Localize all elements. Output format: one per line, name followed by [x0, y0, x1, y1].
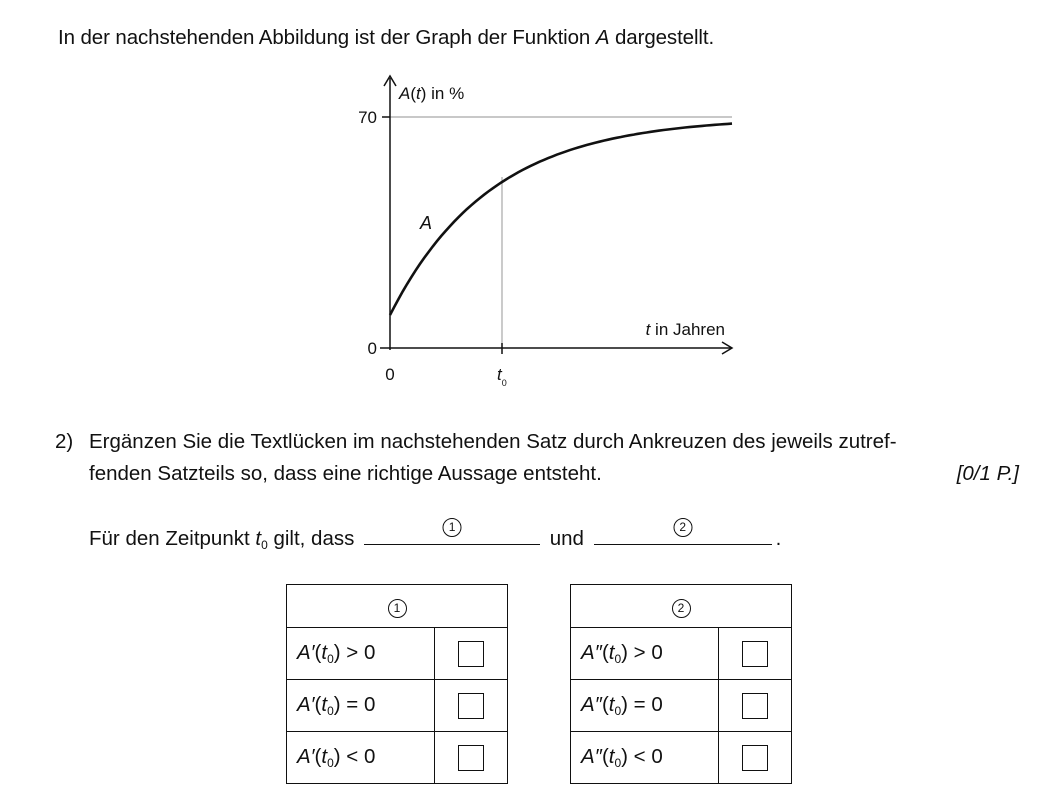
- table-row: [287, 732, 508, 784]
- x-tick-0: 0: [385, 365, 395, 384]
- function-graph: [0, 0, 1040, 400]
- checkbox-cell: [435, 628, 508, 680]
- checkbox-cell: [435, 680, 508, 732]
- cloze-sentence: [89, 520, 782, 552]
- choice-table-1: [286, 584, 508, 784]
- table-1-header: [287, 585, 508, 628]
- intro-before: In der nachstehenden Abbildung ist der Graph der Funktion: [58, 26, 596, 49]
- option-label: $A''(t_0) < 0$: [571, 732, 719, 784]
- gap-2-marker: 2: [673, 518, 692, 537]
- option-label: $A'(t_0) < 0$: [287, 732, 435, 784]
- points-label: [0/1 P.]: [956, 462, 1019, 485]
- y-axis-label: A(t) in %: [399, 84, 465, 103]
- checkbox-2a[interactable]: [742, 641, 768, 667]
- option-label: $A''(t_0) = 0$: [571, 680, 719, 732]
- curve-label: A: [420, 213, 433, 233]
- gap-1: [364, 520, 540, 545]
- table-row: [287, 680, 508, 732]
- y-tick-0: 0: [367, 339, 377, 358]
- table-row: [571, 680, 792, 732]
- table-row: [571, 732, 792, 784]
- table-1-header-marker: 1: [388, 599, 407, 618]
- option-label: $A'(t_0) = 0$: [287, 680, 435, 732]
- checkbox-cell: [719, 628, 792, 680]
- sentence-sub: 0: [261, 538, 268, 552]
- option-label: $A''(t_0) > 0$: [571, 628, 719, 680]
- x-axis-label: t in Jahren: [645, 320, 725, 339]
- checkbox-1c[interactable]: [458, 745, 484, 771]
- checkbox-1b[interactable]: [458, 693, 484, 719]
- checkbox-cell: [435, 732, 508, 784]
- checkbox-1a[interactable]: [458, 641, 484, 667]
- choice-table-2: [570, 584, 792, 784]
- sentence-var: t: [255, 527, 262, 550]
- sentence-part2: gilt, dass: [267, 527, 361, 550]
- gap-1-marker: 1: [443, 518, 462, 537]
- checkbox-cell: [719, 732, 792, 784]
- x-tick-t0: $t_0$: [497, 365, 507, 388]
- gap-2: [594, 520, 772, 545]
- table-row: [287, 628, 508, 680]
- curve-A: [390, 124, 732, 315]
- intro-after: dargestellt.: [609, 26, 715, 49]
- task-text-line2: fenden Satzteils so, dass eine richtige Aussage entsteht.: [89, 462, 602, 485]
- task-text-line1: Ergänzen Sie die Textlücken im nachstehenden Satz durch Ankreuzen des jeweils zutref-: [89, 430, 897, 453]
- checkbox-cell: [719, 680, 792, 732]
- table-row: [571, 628, 792, 680]
- sentence-part1: Für den Zeitpunkt: [89, 527, 256, 550]
- intro-function: A: [595, 26, 610, 49]
- sentence-end: .: [775, 527, 782, 550]
- table-2-header-marker: 2: [672, 599, 691, 618]
- checkbox-2b[interactable]: [742, 693, 768, 719]
- option-label: $A'(t_0) > 0$: [287, 628, 435, 680]
- y-tick-70: 70: [358, 108, 377, 127]
- sentence-middle: und: [544, 527, 590, 550]
- table-2-header: [571, 585, 792, 628]
- task-number: 2): [55, 430, 74, 453]
- checkbox-2c[interactable]: [742, 745, 768, 771]
